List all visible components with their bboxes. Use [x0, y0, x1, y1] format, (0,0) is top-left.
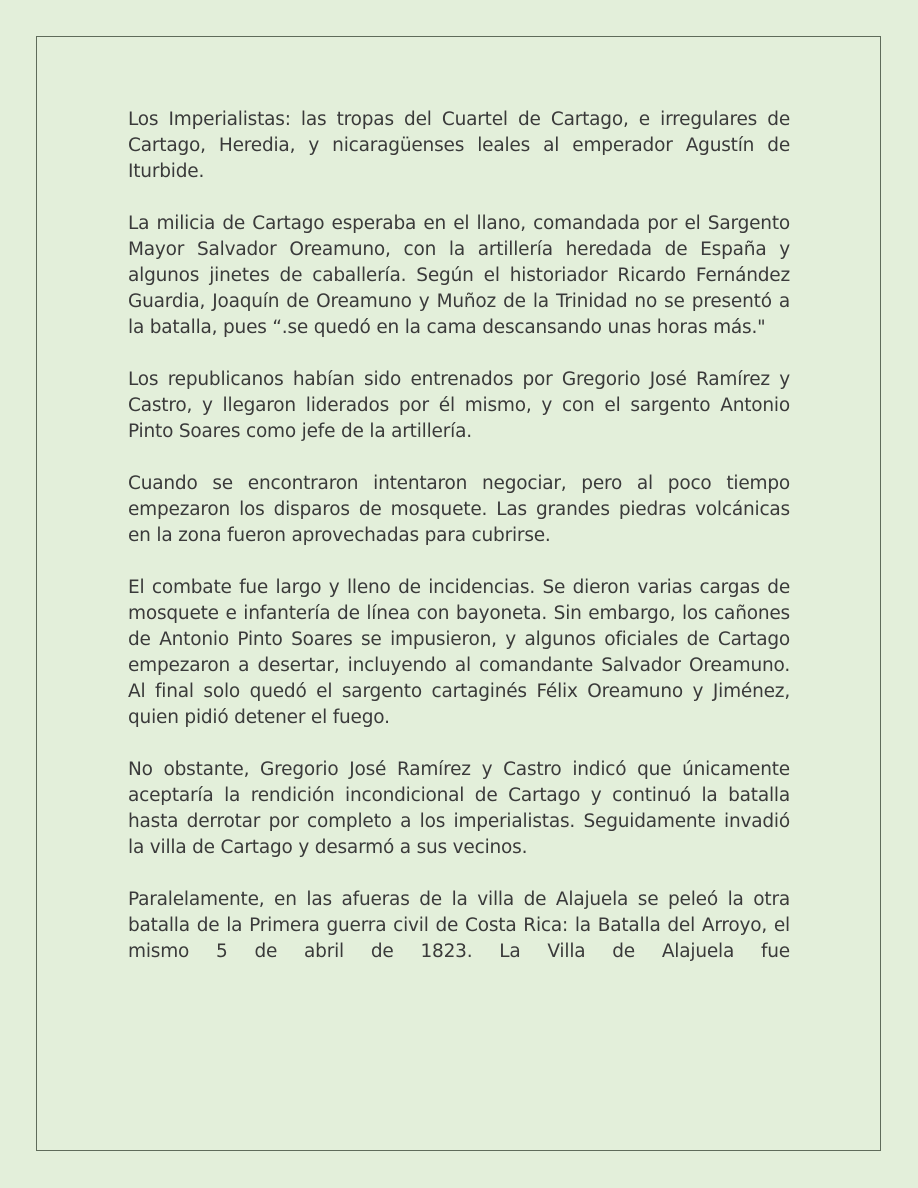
paragraph-negociacion: Cuando se encontraron intentaron negociar, pero al poco tiempo empezaron los disparos de mosquete. Las grandes piedras volcánicas en la zona fueron aprovechadas para cubrirse. — [128, 473, 790, 546]
paragraph-imperialistas: Los Imperialistas: las tropas del Cuartel de Cartago, e irregulares de Cartago, Heredia, y nicaragüenses leales al emperador Agustín de Iturbide. — [128, 109, 790, 182]
paragraph-combate: El combate fue largo y lleno de incidencias. Se dieron varias cargas de mosquete e infantería de línea con bayoneta. Sin embargo, los cañones de Antonio Pinto Soares se impusieron, y algunos oficiales de Cartago empezaron a desertar, incluyendo al comandante Salvador Oreamuno. Al final solo quedó el sargento cartaginés Félix Oreamuno y Jiménez, quien pidió detener el fuego. — [128, 577, 790, 728]
document-body — [128, 107, 790, 965]
paragraph-republicanos: Los republicanos habían sido entrenados por Gregorio José Ramírez y Castro, y llegaron liderados por él mismo, y con el sargento Antonio Pinto Soares como jefe de la artillería. — [128, 369, 790, 442]
paragraph-alajuela: Paralelamente, en las afueras de la villa de Alajuela se peleó la otra batalla de la Primera guerra civil de Costa Rica: la Batalla del Arroyo, el mismo 5 de abril de 1823. La Villa de Alajuela fue — [128, 889, 790, 962]
paragraph-milicia-cartago: La milicia de Cartago esperaba en el llano, comandada por el Sargento Mayor Salvador Oreamuno, con la artillería heredada de España y algunos jinetes de caballería. Según el historiador Ricardo Fernández Guardia, Joaquín de Oreamuno y Muñoz de la Trinidad no se presentó a la batalla, pues “.se quedó en la cama descansando unas horas más." — [128, 213, 790, 338]
paragraph-rendicion: No obstante, Gregorio José Ramírez y Castro indicó que únicamente aceptaría la rendición incondicional de Cartago y continuó la batalla hasta derrotar por completo a los imperialistas. Seguidamente invadió la villa de Cartago y desarmó a sus vecinos. — [128, 759, 790, 858]
